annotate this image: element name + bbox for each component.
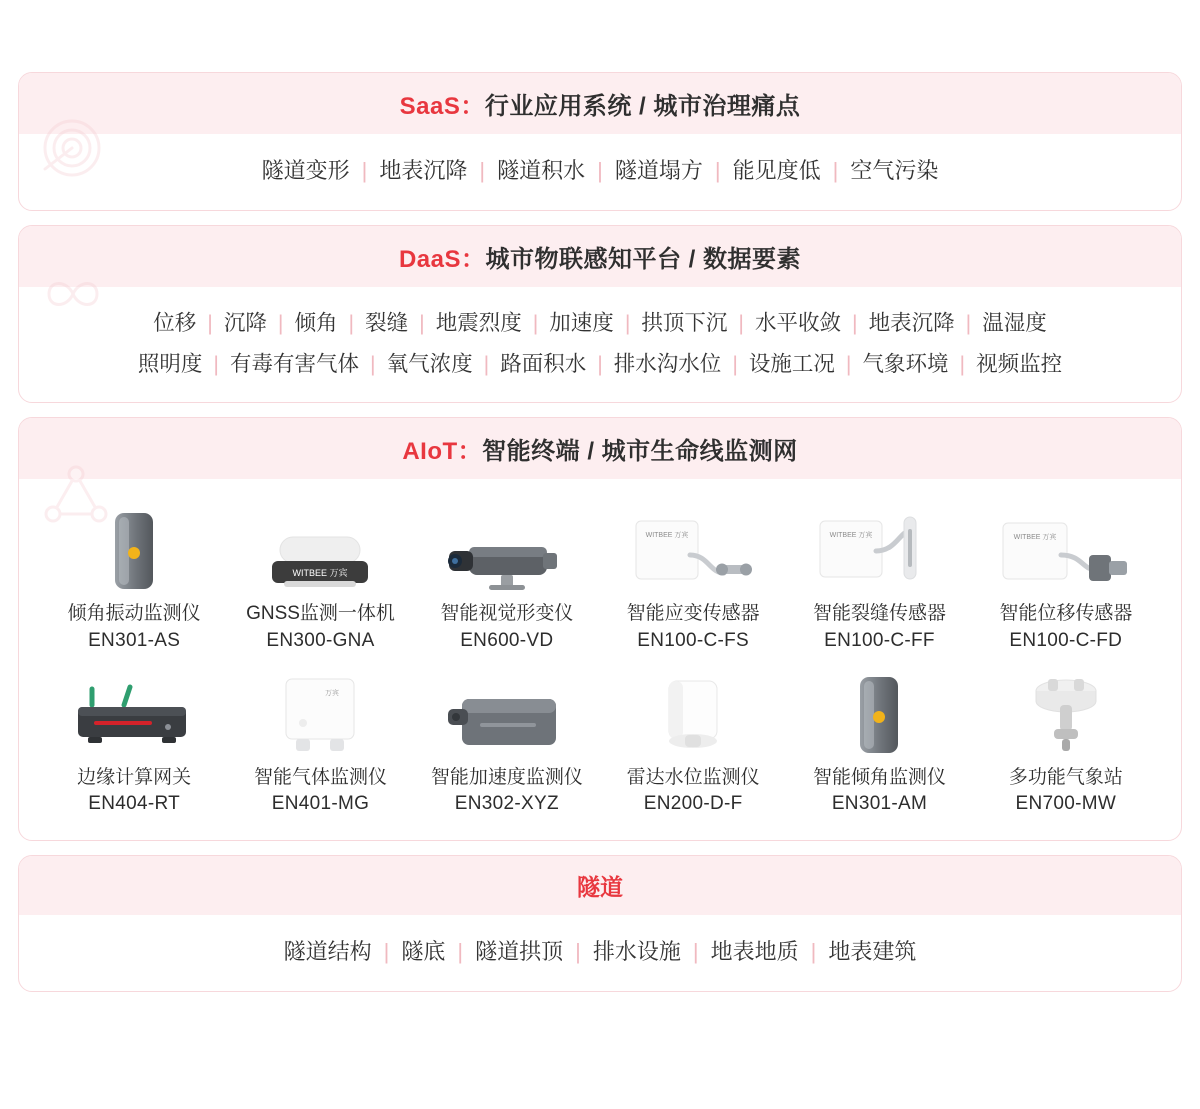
saas-title-rest: 行业应用系统 / 城市治理痛点 xyxy=(484,93,801,120)
tag-separator: | xyxy=(965,310,972,335)
daas-layer-body xyxy=(19,287,1181,403)
tag-separator: | xyxy=(845,351,852,376)
tag-separator: | xyxy=(959,351,966,376)
tag-separator: | xyxy=(419,310,425,335)
device-name: 边缘计算网关 xyxy=(77,766,192,788)
daas-title-key: DaaS： xyxy=(398,245,486,273)
radar-water-level-icon xyxy=(647,665,739,757)
daas-layer-card xyxy=(18,225,1182,404)
accelerometer-icon xyxy=(446,665,568,757)
daas-tag[interactable]: 地震烈度 xyxy=(435,310,522,335)
device-name: 多功能气象站 xyxy=(1008,766,1123,788)
device-item[interactable] xyxy=(600,501,786,654)
saas-tag[interactable]: 地表沉降 xyxy=(379,158,468,183)
tag-separator: | xyxy=(369,351,376,376)
aiot-title-rest: 智能终端 / 城市生命线监测网 xyxy=(482,438,798,466)
daas-tag[interactable]: 排水沟水位 xyxy=(613,351,722,376)
tag-separator: | xyxy=(832,158,839,183)
tunnel-tag[interactable]: 隧道结构 xyxy=(283,938,372,964)
daas-tag[interactable]: 设施工况 xyxy=(748,351,835,376)
saas-layer-body xyxy=(19,134,1181,210)
saas-tag[interactable]: 隧道塌方 xyxy=(614,158,703,183)
device-item[interactable] xyxy=(600,665,786,818)
daas-tag[interactable]: 倾角 xyxy=(294,310,338,335)
gas-monitor-icon xyxy=(272,665,368,757)
device-name: 智能视觉形变仪 xyxy=(440,603,574,625)
tunnel-tag[interactable]: 排水设施 xyxy=(592,938,681,964)
tag-separator: | xyxy=(692,938,699,964)
device-item[interactable] xyxy=(973,501,1159,654)
tag-separator: | xyxy=(383,938,390,964)
tag-separator: | xyxy=(852,310,858,335)
tag-separator: | xyxy=(714,158,721,183)
tag-separator: | xyxy=(213,351,219,376)
vision-camera-icon xyxy=(443,501,571,593)
saas-tag[interactable]: 能见度低 xyxy=(732,158,821,183)
tag-separator: | xyxy=(732,351,738,376)
daas-tag[interactable]: 拱顶下沉 xyxy=(641,310,728,335)
saas-layer-title xyxy=(19,73,1181,134)
device-name: GNSS监测一体机 xyxy=(246,603,395,625)
svg-text:WITBEE 万宾: WITBEE 万宾 xyxy=(830,532,873,540)
daas-tag[interactable]: 有毒有害气体 xyxy=(229,351,359,376)
daas-tag[interactable]: 裂缝 xyxy=(365,310,409,335)
tag-separator: | xyxy=(277,310,284,335)
device-grid xyxy=(35,495,1165,821)
tunnel-layer-card xyxy=(18,855,1182,992)
daas-tag[interactable]: 位移 xyxy=(153,310,197,335)
device-item[interactable] xyxy=(786,501,972,654)
daas-tag[interactable]: 温湿度 xyxy=(982,310,1047,335)
device-name: 雷达水位监测仪 xyxy=(626,766,760,788)
daas-tag[interactable]: 视频监控 xyxy=(976,351,1063,376)
saas-tag[interactable]: 空气污染 xyxy=(850,158,939,183)
tag-separator: | xyxy=(348,310,355,335)
tag-separator: | xyxy=(624,310,631,335)
saas-title-key: SaaS： xyxy=(399,93,485,120)
saas-layer-card xyxy=(18,72,1182,211)
tunnel-tag[interactable]: 地表地质 xyxy=(710,938,799,964)
tunnel-layer-title: 隧道 xyxy=(19,856,1181,915)
device-name: 智能应变传感器 xyxy=(626,603,760,625)
tag-separator: | xyxy=(361,158,368,183)
svg-text:WITBEE 万宾: WITBEE 万宾 xyxy=(1013,534,1057,542)
tag-separator: | xyxy=(575,938,581,964)
tag-separator: | xyxy=(479,158,486,183)
device-model: EN600-VD xyxy=(460,630,554,652)
tunnel-tag[interactable]: 隧底 xyxy=(401,938,446,964)
device-item[interactable] xyxy=(227,501,413,654)
daas-tag[interactable]: 水平收敛 xyxy=(755,310,842,335)
weather-station-icon xyxy=(1020,665,1112,757)
device-item[interactable] xyxy=(414,665,600,818)
svg-text:WITBEE 万宾: WITBEE 万宾 xyxy=(292,568,348,579)
svg-text:WITBEE 万宾: WITBEE 万宾 xyxy=(645,532,689,540)
tunnel-tag[interactable]: 隧道拱顶 xyxy=(475,938,564,964)
device-name: 智能倾角监测仪 xyxy=(812,766,946,788)
device-model: EN200-D-F xyxy=(643,793,743,815)
device-model: EN301-AS xyxy=(88,630,181,652)
tilt-vibration-sensor-icon xyxy=(105,501,163,593)
tilt-monitor-icon xyxy=(851,665,907,757)
device-model: EN404-RT xyxy=(88,793,181,815)
device-item[interactable] xyxy=(786,665,972,818)
tag-separator: | xyxy=(597,351,603,376)
device-model: EN301-AM xyxy=(831,793,928,815)
daas-tag-row-1 xyxy=(35,303,1165,344)
device-item[interactable] xyxy=(41,665,227,818)
tag-separator: | xyxy=(483,351,490,376)
daas-tag[interactable]: 加速度 xyxy=(549,310,614,335)
saas-tag[interactable]: 隧道变形 xyxy=(261,158,350,183)
device-model: EN100-C-FF xyxy=(824,630,935,652)
aiot-title-key: AIoT： xyxy=(402,438,483,466)
aiot-layer-card xyxy=(18,417,1182,840)
device-name: 智能气体监测仪 xyxy=(253,766,387,788)
device-name: 倾角振动监测仪 xyxy=(67,603,201,625)
daas-tag[interactable]: 照明度 xyxy=(137,351,203,376)
tunnel-layer-body xyxy=(19,915,1181,991)
daas-tag[interactable]: 地表沉降 xyxy=(868,310,955,335)
gnss-receiver-icon xyxy=(262,501,378,593)
edge-gateway-icon xyxy=(68,665,200,757)
device-item[interactable] xyxy=(41,501,227,654)
tag-separator: | xyxy=(738,310,745,335)
saas-tag-row xyxy=(35,150,1165,192)
tag-separator: | xyxy=(532,310,539,335)
device-item[interactable] xyxy=(414,501,600,654)
daas-title-rest: 城市物联感知平台 / 数据要素 xyxy=(485,245,802,273)
aiot-layer-body xyxy=(19,479,1181,839)
tag-separator: | xyxy=(597,158,603,183)
device-model: EN302-XYZ xyxy=(454,793,559,815)
device-model: EN100-C-FD xyxy=(1009,630,1123,652)
crack-sensor-icon xyxy=(816,501,942,593)
daas-tag[interactable]: 沉降 xyxy=(223,310,267,335)
device-item[interactable] xyxy=(227,665,413,818)
device-item[interactable] xyxy=(973,665,1159,818)
daas-layer-title xyxy=(19,226,1181,287)
device-model: EN401-MG xyxy=(271,793,370,815)
tunnel-tag[interactable]: 地表建筑 xyxy=(828,938,917,964)
tunnel-tag-row xyxy=(35,931,1165,973)
tag-separator: | xyxy=(810,938,817,964)
aiot-layer-title xyxy=(19,418,1181,479)
daas-tag[interactable]: 路面积水 xyxy=(500,351,587,376)
tag-separator: | xyxy=(457,938,464,964)
svg-text:万宾: 万宾 xyxy=(325,689,340,697)
displacement-sensor-icon xyxy=(1001,501,1131,593)
daas-tag-row-2 xyxy=(35,344,1165,385)
tag-separator: | xyxy=(207,310,213,335)
daas-tag[interactable]: 氧气浓度 xyxy=(386,351,473,376)
daas-tag[interactable]: 气象环境 xyxy=(862,351,949,376)
device-name: 智能裂缝传感器 xyxy=(812,603,946,625)
saas-tag[interactable]: 隧道积水 xyxy=(497,158,586,183)
device-name: 智能加速度监测仪 xyxy=(430,766,583,788)
device-name: 智能位移传感器 xyxy=(999,603,1133,625)
device-model: EN700-MW xyxy=(1015,793,1117,815)
device-model: EN300-GNA xyxy=(266,630,375,652)
device-model: EN100-C-FS xyxy=(637,630,750,652)
strain-sensor-icon xyxy=(630,501,756,593)
